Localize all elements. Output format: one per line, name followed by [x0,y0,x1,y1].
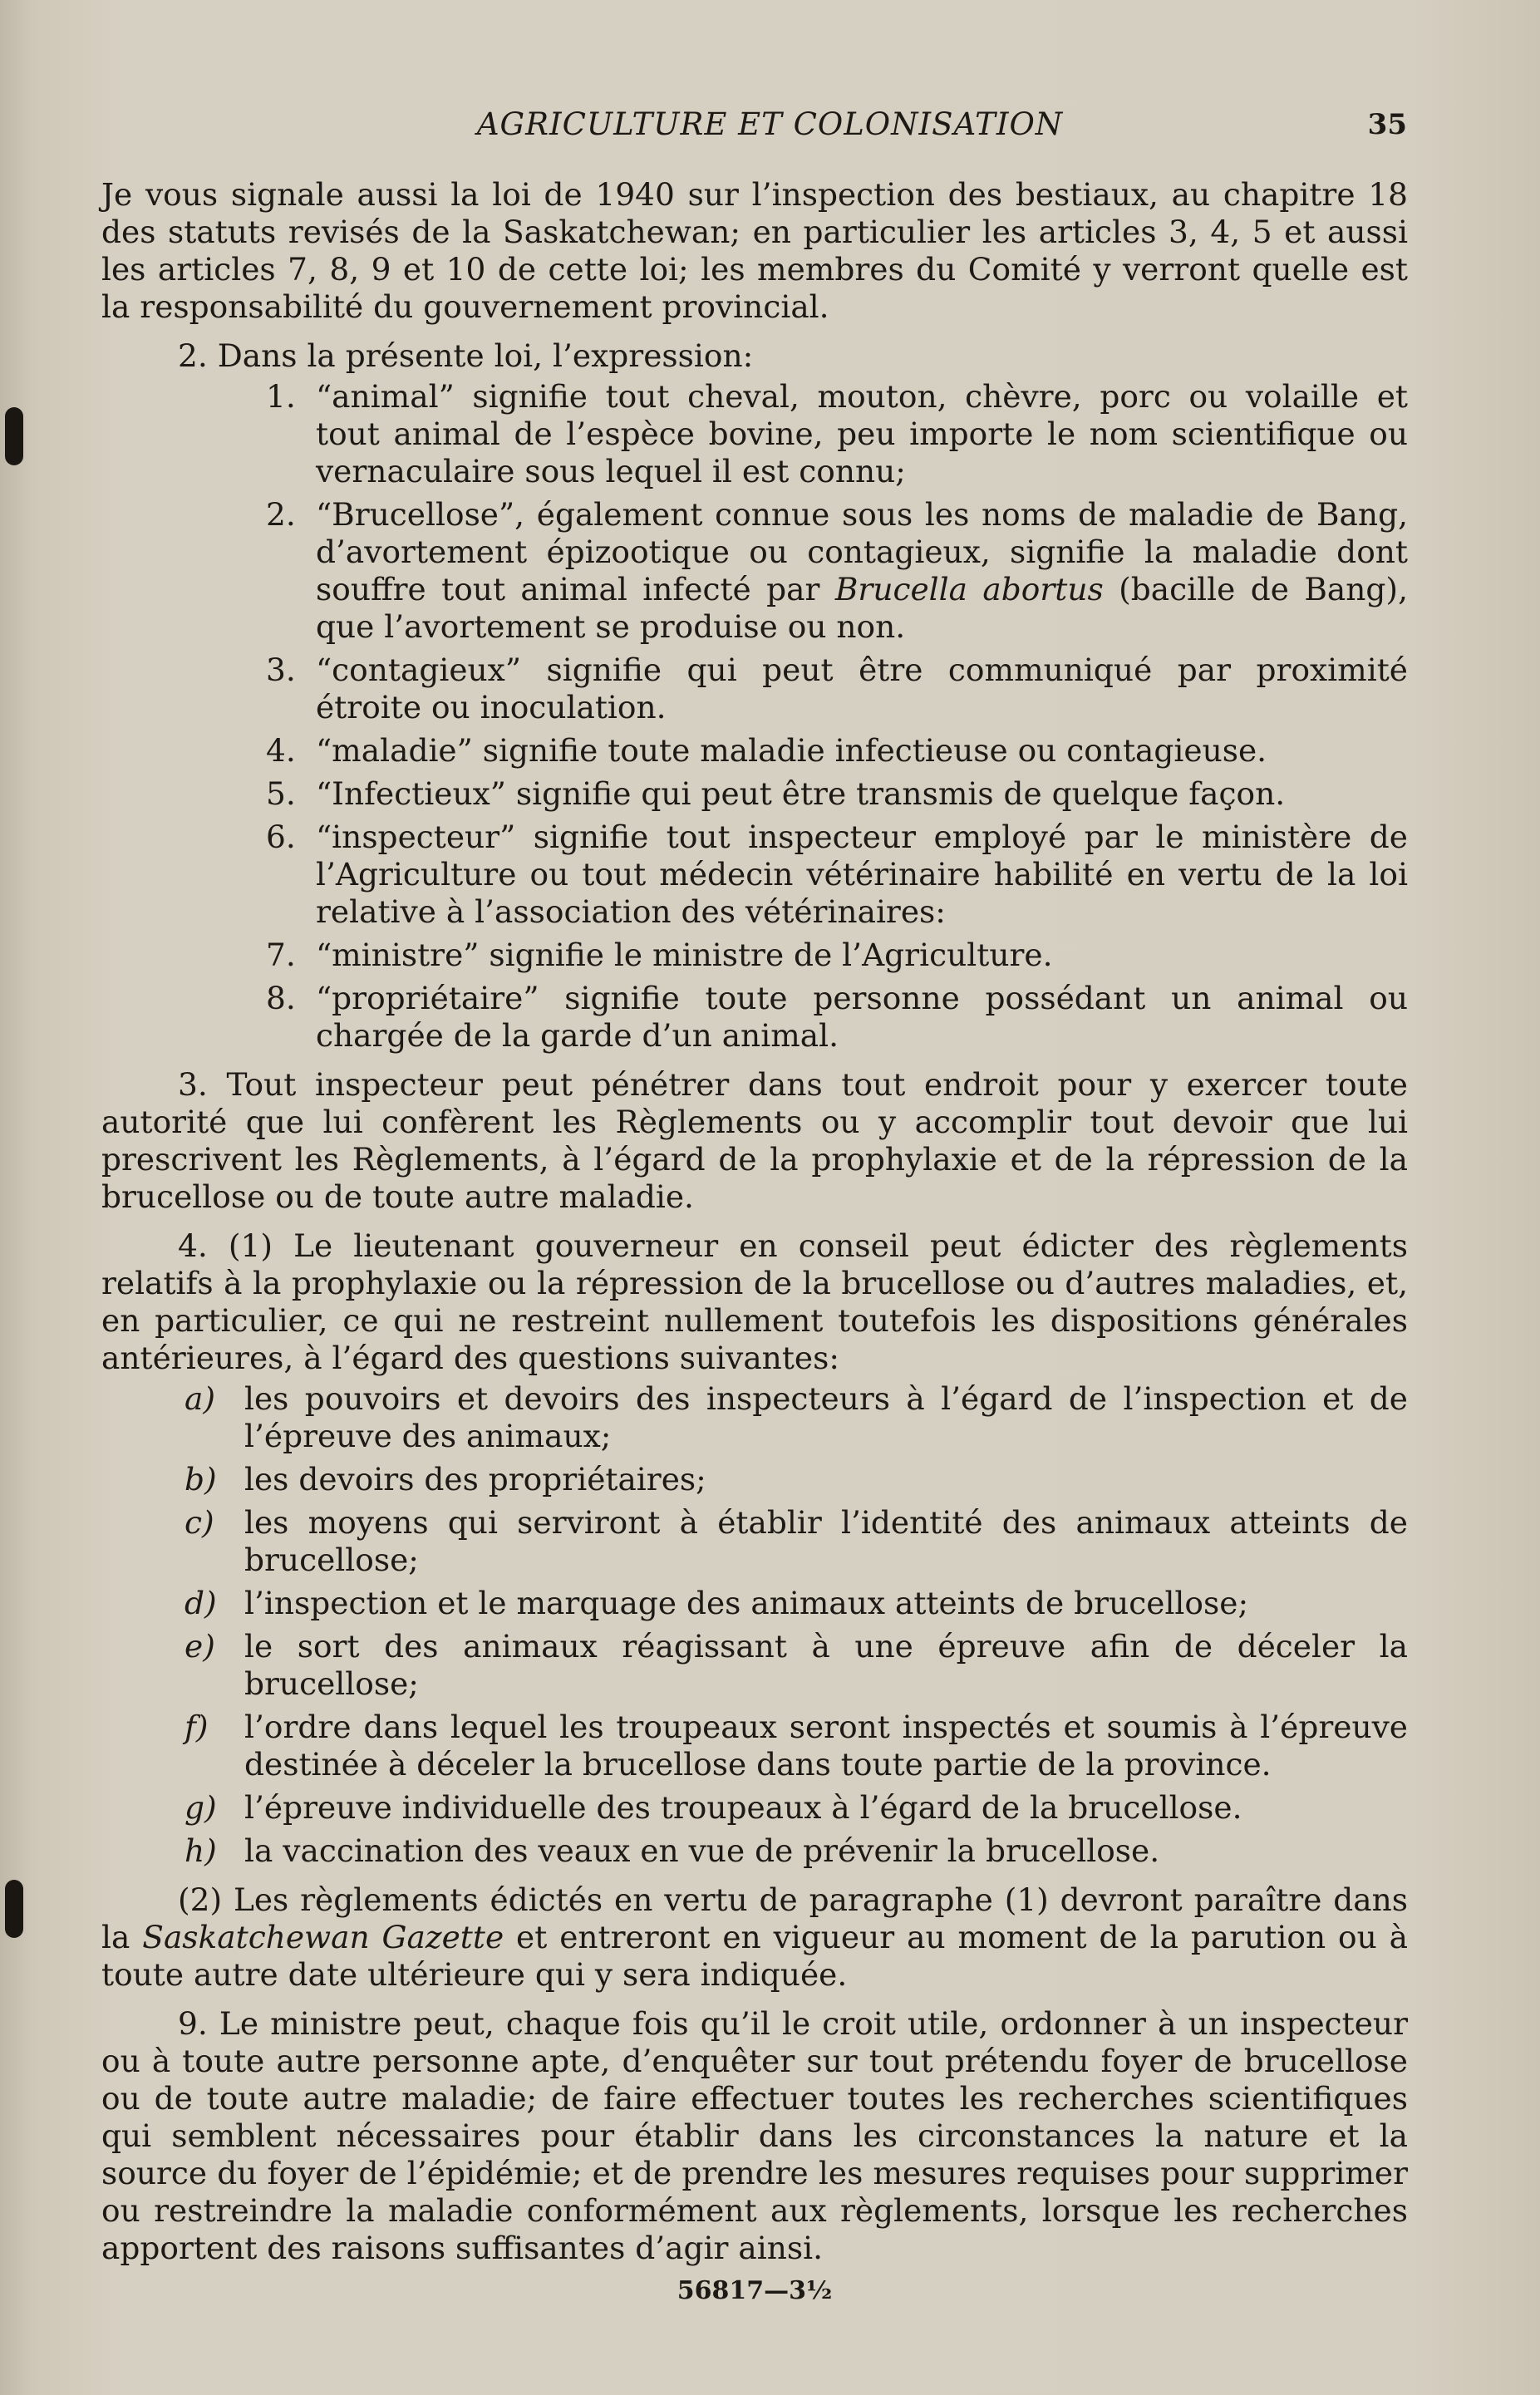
section-4-subsection-2 [101,1881,1408,1994]
topic-text: les pouvoirs et devoirs des inspecteurs à l’égard de l’inspection et de l’épreuve des animaux; [244,1380,1408,1454]
section-3-paragraph: 3. Tout inspecteur peut pénétrer dans tout endroit pour y exercer toute autorité que lui confèrent les Règlements ou y accomplir tout devoir que lui prescrivent les Règlements, à l’égard de la prophylaxie et de la répression de la brucellose ou de toute autre maladie. [101,1066,1408,1215]
definition-item [101,980,1408,1055]
topic-item [101,1461,1408,1498]
definition-number: 6. [266,819,296,855]
topic-item [101,1504,1408,1579]
intro-paragraph: Je vous signale aussi la loi de 1940 sur l’inspection des bestiaux, au chapitre 18 des statuts revisés de la Saskatchewan; en particulier les articles 3, 4, 5 et aussi les articles 7, 8, 9 et 10 de cette loi; les membres du Comité y verront quelle est la responsabilité du gouvernement provincial. [101,176,1408,325]
definition-text: “contagieux” signifie qui peut être communiqué par proximité étroite ou inoculation. [316,652,1408,725]
topic-item [101,1832,1408,1870]
binding-hole-mark [5,1880,23,1938]
regulation-topics-list [101,1380,1408,1870]
subsection-2-text: et entreront en vigueur au moment de la parution ou à toute autre date ultérieure qui y sera indiquée. [101,1919,1408,1993]
topic-item [101,1380,1408,1455]
topic-text: le sort des animaux réagissant à une épreuve afin de déceler la brucellose; [244,1628,1408,1702]
topic-text: l’inspection et le marquage des animaux atteints de brucellose; [244,1585,1249,1621]
definition-number: 2. [266,496,296,533]
topic-letter: b) [185,1461,217,1497]
definition-text: “inspecteur” signifie tout inspecteur employé par le ministère de l’Agriculture ou tout médecin vétérinaire habilité en vertu de la loi relative à l’association des vétérinaires: [316,819,1408,930]
definition-number: 8. [266,980,296,1016]
topic-letter: h) [185,1832,217,1869]
definition-item [101,819,1408,931]
topic-text: la vaccination des veaux en vue de prévenir la brucellose. [244,1832,1160,1869]
topic-text: l’épreuve individuelle des troupeaux à l’égard de la brucellose. [244,1789,1242,1826]
definition-number: 3. [266,652,296,688]
definition-text-italic: Brucella abortus [834,571,1104,607]
definition-item [101,652,1408,726]
topic-letter: a) [185,1380,215,1417]
definition-text: “animal” signifie tout cheval, mouton, chèvre, porc ou volaille et tout animal de l’espèce bovine, peu importe le nom scientifique ou vernaculaire sous lequel il est connu; [316,378,1408,489]
topic-item [101,1789,1408,1827]
definition-number: 5. [266,775,296,812]
definition-text: “ministre” signifie le ministre de l’Agriculture. [316,937,1053,973]
definition-item [101,775,1408,813]
definition-text: (bacille de Bang), que l’avortement se produise ou non. [316,571,1408,645]
topic-text: les devoirs des propriétaires; [244,1461,706,1497]
definition-number: 7. [266,937,296,973]
gazette-title: Saskatchewan Gazette [142,1919,504,1955]
section-9-paragraph: 9. Le ministre peut, chaque fois qu’il le croit utile, ordonner à un inspecteur ou à toute autre personne apte, d’enquêter sur tout prétendu foyer de brucellose ou de toute autre maladie; de faire effectuer toutes les recherches scientifiques qui semblent nécessaires pour établir dans les circonstances la nature et la source du foyer de l’épidémie; et de prendre les mesures requises pour supprimer ou restreindre la maladie conformément aux règlements, lorsque les recherches apportent des raisons suffisantes d’agir ainsi. [101,2005,1408,2266]
definition-number: 4. [266,732,296,769]
topic-item [101,1709,1408,1783]
printer-signature: 56817—3½ [677,2276,833,2305]
definition-item [101,732,1408,770]
definition-text: “propriétaire” signifie toute personne possédant un animal ou chargée de la garde d’un animal. [316,980,1408,1054]
definition-item [101,937,1408,974]
section-4-lead: 4. (1) Le lieutenant gouverneur en conseil peut édicter des règlements relatifs à la prophylaxie ou la répression de la brucellose ou d’autres maladies, et, en particulier, ce qui ne restreint nullement toutefois les dispositions générales antérieures, à l’égard des questions suivantes: [101,1227,1408,1376]
definition-number: 1. [266,378,296,415]
definition-text: “maladie” signifie toute maladie infectieuse ou contagieuse. [316,732,1267,769]
topic-letter: e) [185,1628,215,1665]
binding-hole-mark [5,407,23,465]
topic-letter: g) [185,1789,217,1826]
definition-item [101,378,1408,490]
topic-item [101,1628,1408,1703]
topic-letter: d) [185,1585,217,1621]
definition-text: “Infectieux” signifie qui peut être transmis de quelque façon. [316,775,1286,812]
definition-text: “Brucellose”, également connue sous les noms de maladie de Bang, d’avortement épizootique ou contagieux, signifie la maladie dont souffre tout animal infecté par [316,496,1408,607]
definitions-list [101,378,1408,1055]
page-number: 35 [1367,108,1407,141]
topic-item [101,1585,1408,1622]
topic-text: l’ordre dans lequel les troupeaux seront inspectés et soumis à l’épreuve destinée à déceler la brucellose dans toute partie de la province. [244,1709,1408,1783]
section-2-lead: 2. Dans la présente loi, l’expression: [178,337,754,374]
definition-item [101,496,1408,646]
subsection-2-text: (2) Les règlements édictés en vertu de paragraphe (1) devront paraître dans la [101,1881,1408,1955]
topic-letter: c) [185,1504,214,1541]
topic-letter: f) [185,1709,209,1745]
running-head-title: AGRICULTURE ET COLONISATION [476,106,1064,142]
document-body [101,176,1408,2309]
running-head [0,106,1540,148]
topic-text: les moyens qui serviront à établir l’identité des animaux atteints de brucellose; [244,1504,1408,1578]
